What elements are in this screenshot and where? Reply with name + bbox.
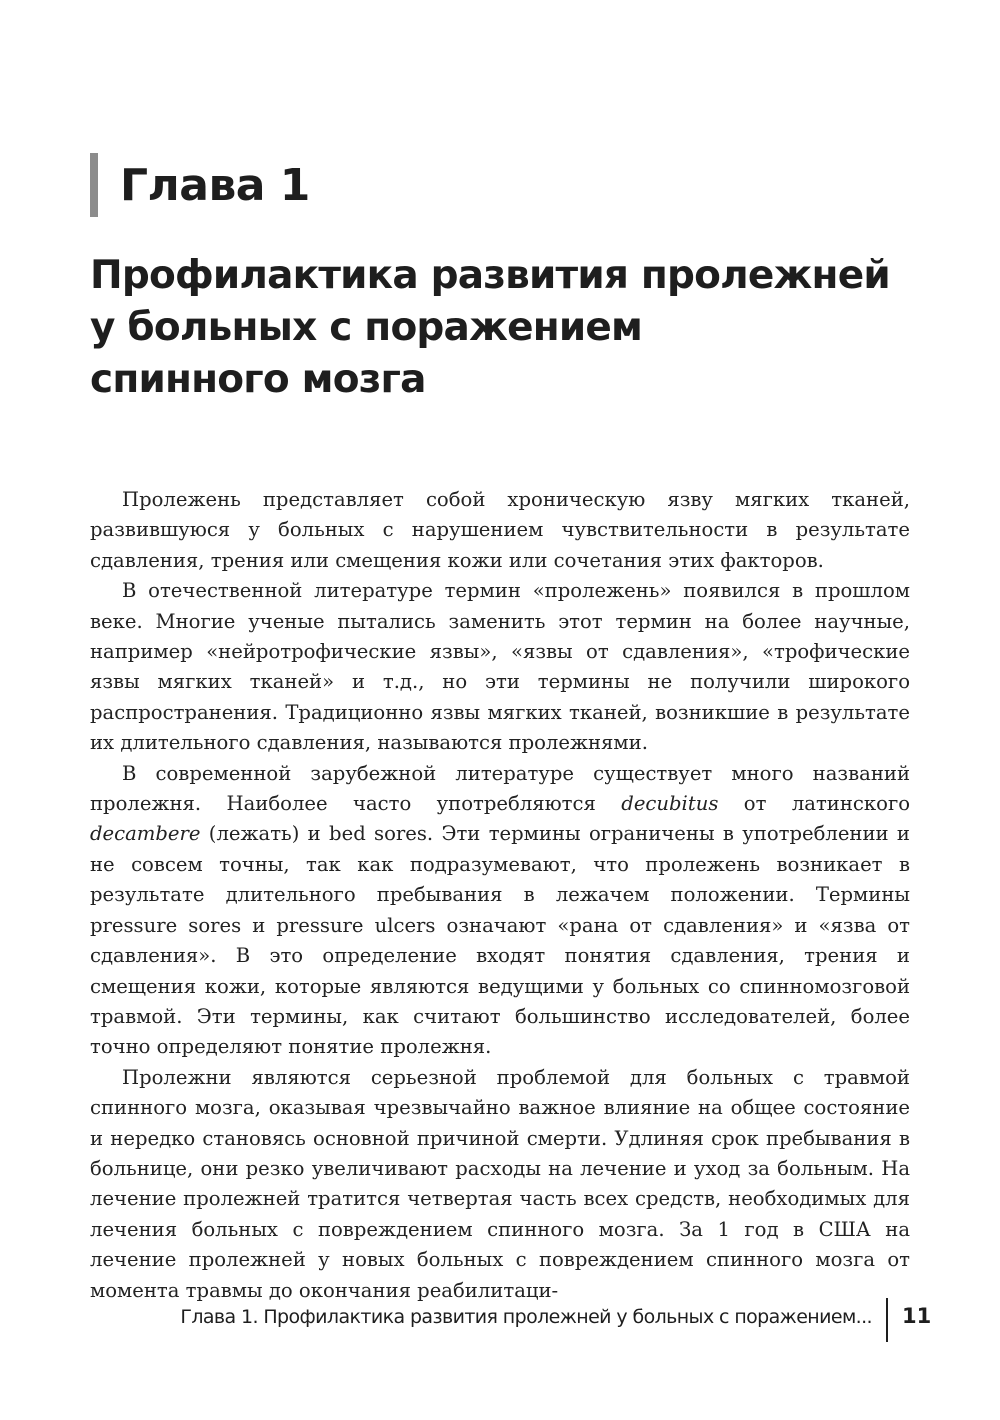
chapter-title-line: у больных с поражением [90, 305, 643, 350]
text-segment: (лежать) и bed sores. Эти термины ограничены в употреблении и не совсем точны, так как подразумевают, что пролежень возникает в результате длительного пребывания в лежачем положении. Термины pressure sores и pressure ulcers означают «рана от сдавления» и «язва от сдавления». В это определение входят понятия сдавления, трения и смещения кожи, которые являются ведущими у больных со спинномозговой травмой. Эти термины, как считают большинство исследователей, более точно определяют понятие пролежня. [90, 822, 910, 1059]
chapter-number: Глава 1 [120, 159, 310, 211]
text-segment: Пролежни являются серьезной проблемой для больных с травмой спинного мозга, оказывая чрезвычайно важное влияние на общее состояние и нередко становясь основной причиной смерти. Удлиняя срок пребывания в больнице, они резко увеличивают расходы на лечение и уход за больным. На лечение пролежней тратится четвертая часть всех средств, необходимых для лечения больных с повреждением спинного мозга. За 1 год в США на лечение пролежней у новых больных с повреждением спинного мозга от момента травмы до окончания реабилитаци- [90, 1065, 910, 1302]
text-segment: от латинского [718, 792, 911, 816]
body-text [90, 485, 910, 1306]
paragraph [90, 576, 910, 758]
footer-divider [886, 1298, 888, 1342]
page-footer [0, 1298, 1000, 1342]
running-head: Глава 1. Профилактика развития пролежней у больных с поражением... [180, 1306, 872, 1328]
chapter-title [90, 250, 940, 406]
text-segment: В современной зарубежной литературе существует много названий пролежня. Наиболее часто употребляются [90, 761, 910, 816]
paragraph [90, 759, 910, 1063]
paragraph [90, 1063, 910, 1306]
latin-term: decambere [90, 822, 201, 846]
paragraph [90, 485, 910, 576]
latin-term: decubitus [621, 792, 719, 816]
chapter-label [90, 152, 310, 218]
chapter-title-line: спинного мозга [90, 357, 426, 402]
page-number: 11 [902, 1304, 932, 1328]
text-segment: Пролежень представляет собой хроническую язву мягких тканей, развившуюся у больных с нарушением чувствительности в результате сдавления, трения или смещения кожи или сочетания этих факторов. [90, 488, 910, 572]
chapter-accent-bar [90, 153, 98, 217]
text-segment: В отечественной литературе термин «пролежень» появился в прошлом веке. Многие ученые пытались заменить этот термин на более научные, например «нейротрофические язвы», «язвы от сдавления», «трофические язвы мягких тканей» и т.д., но эти термины не получили широкого распространения. Традиционно язвы мягких тканей, возникшие в результате их длительного сдавления, называются пролежнями. [90, 579, 910, 755]
chapter-title-line: Профилактика развития пролежней [90, 253, 890, 298]
